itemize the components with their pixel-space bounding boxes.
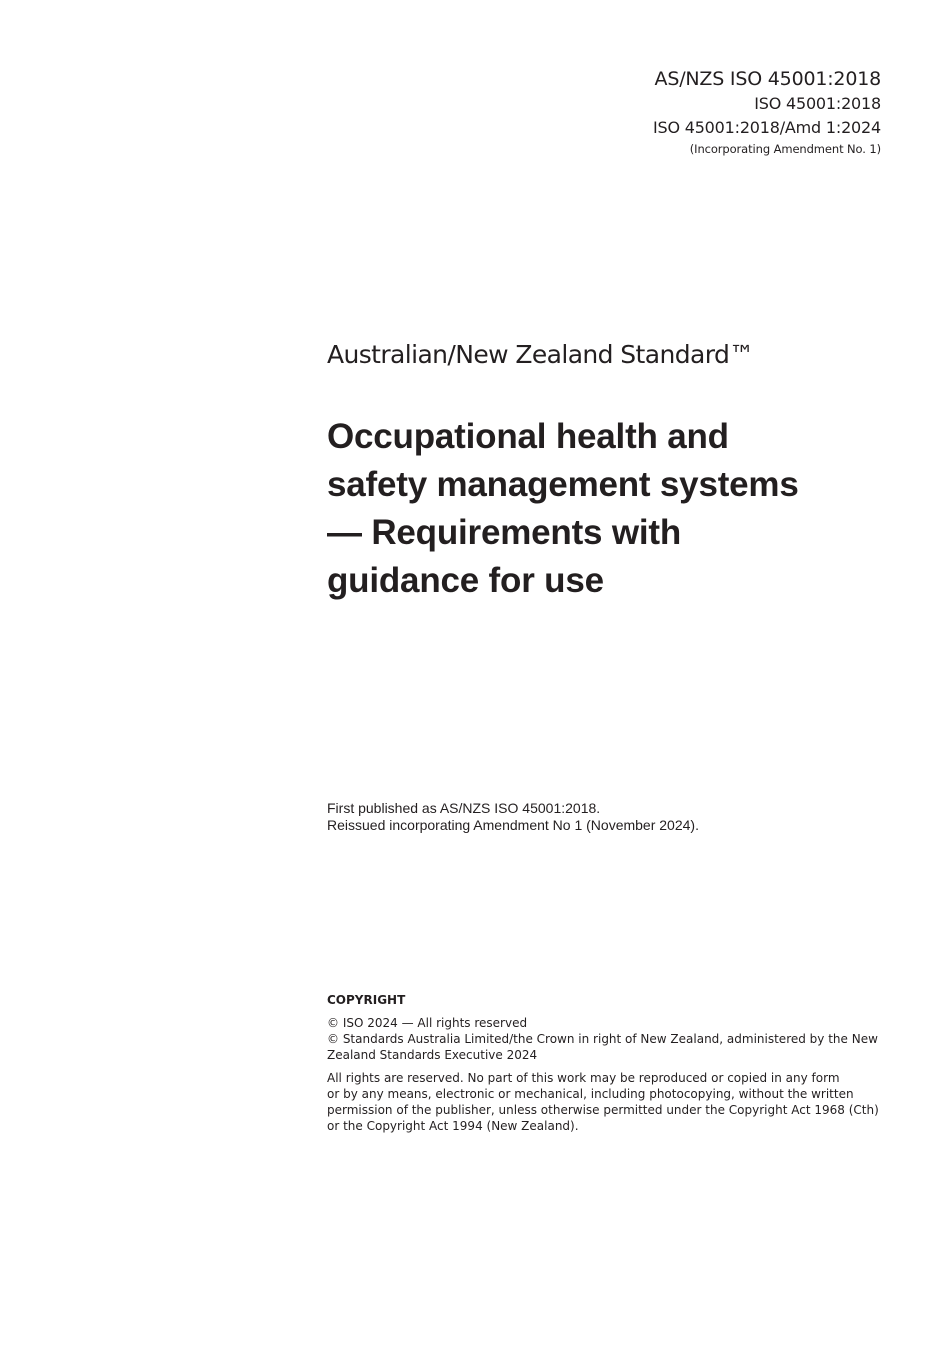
notice-line: or by any means, electronic or mechanical, including photocopying, without the written [327, 1087, 854, 1101]
notice-line: permission of the publisher, unless otherwise permitted under the Copyright Act 1968 (Cth) [327, 1103, 879, 1117]
title-line: Occupational health and [327, 417, 729, 456]
copyright-notice [327, 1070, 882, 1134]
designation-primary: AS/NZS ISO 45001:2018 [654, 68, 881, 90]
notice-line: All rights are reserved. No part of this work may be reproduced or copied in any form [327, 1071, 840, 1085]
title-line: guidance for use [327, 561, 604, 600]
designation-incorporating: (Incorporating Amendment No. 1) [689, 142, 881, 156]
copyright-holder: © Standards Australia Limited/the Crown in right of New Zealand, administered by the New Zealand Standards Executive 2024 [327, 1032, 878, 1062]
copyright-heading: COPYRIGHT [327, 993, 406, 1007]
document-title [327, 413, 887, 605]
copyright-section [327, 992, 887, 1134]
standard-designation [653, 66, 881, 158]
notice-line: or the Copyright Act 1994 (New Zealand). [327, 1119, 579, 1133]
title-line: safety management systems [327, 465, 799, 504]
designation-amendment: ISO 45001:2018/Amd 1:2024 [652, 118, 881, 137]
copyright-holder: © ISO 2024 — All rights reserved [327, 1016, 528, 1030]
designation-iso: ISO 45001:2018 [754, 94, 881, 113]
history-line: Reissued incorporating Amendment No 1 (November 2024). [327, 817, 699, 833]
title-line: — Requirements with [327, 513, 682, 552]
history-line: First published as AS/NZS ISO 45001:2018. [327, 800, 601, 816]
publication-history [327, 800, 699, 834]
copyright-holders [327, 1015, 887, 1063]
standard-type: Australian/New Zealand Standard™ [327, 340, 754, 369]
